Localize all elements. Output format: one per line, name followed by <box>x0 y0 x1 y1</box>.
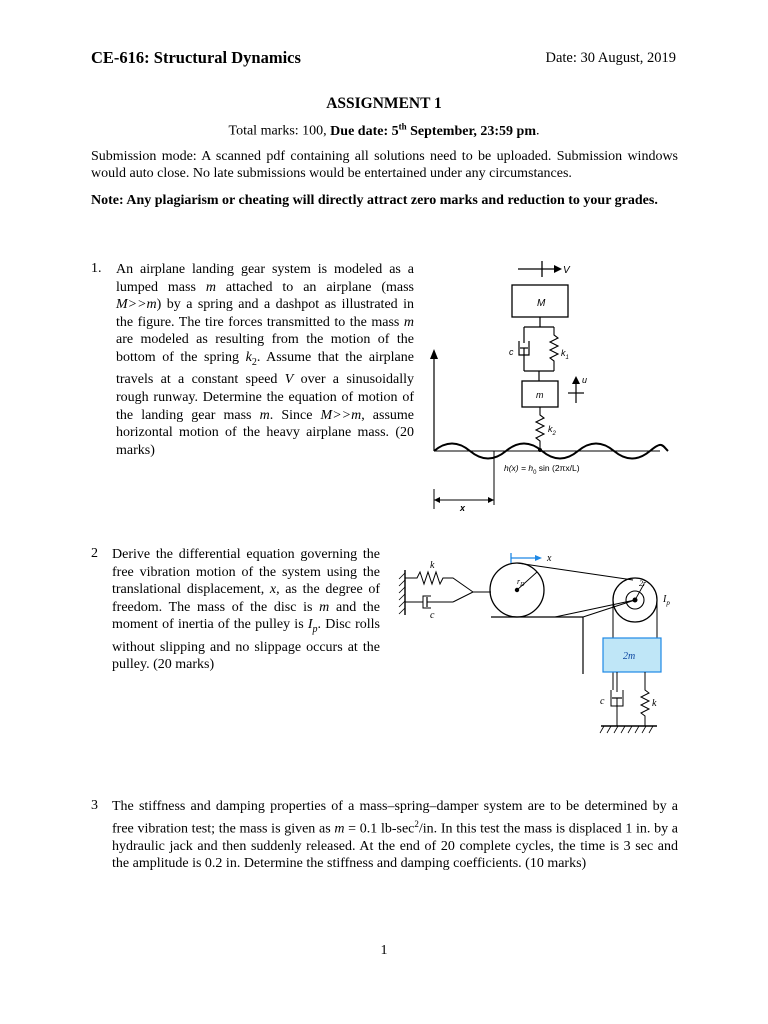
spring-k-bottom <box>641 672 649 726</box>
question-2-text: Derive the differential equation governing the free vibration motion of the system using the translational displacement, x, as the degree of freedom. The mass of the disc is m and the moment of inertia of the pulley is $I_p$. Disc rolls without slipping and no slippage occurs at the pulley. (20 marks) <box>112 547 380 673</box>
course-title: CE-616: Structural Dynamics <box>91 48 301 67</box>
velocity-label: V <box>563 265 570 276</box>
disc-pulley-figure <box>395 540 675 755</box>
damper-c-bottom-label: c <box>600 696 605 707</box>
page-number: 1 <box>380 943 388 958</box>
marks-due-line: Total marks: 100, Due date: 5th September, 23:59 pm. <box>228 121 540 139</box>
gear-mass-label: m <box>536 390 544 400</box>
spring-k2-label: $k_2$ <box>548 424 556 437</box>
spring-k-top-label: k <box>430 560 435 571</box>
question-1-number: 1. <box>91 261 102 276</box>
spring-k1 <box>550 327 558 371</box>
damper-c-top-label: c <box>430 610 435 621</box>
spring-k-top <box>405 572 473 592</box>
landing-gear-figure <box>420 255 685 517</box>
x-arrow-label: x <box>547 553 552 564</box>
pulley-radius-label: 2r <box>639 579 647 588</box>
question-3-number: 3 <box>91 798 98 813</box>
spring-k1-label: $k_1$ <box>561 348 569 361</box>
due-date: Due date: 5th September, 23:59 pm <box>330 121 536 139</box>
plagiarism-note: Note: Any plagiarism or cheating will directly attract zero marks and reduction to your grades. <box>91 193 658 208</box>
airplane-mass-label: M <box>537 298 546 309</box>
runway-profile-label: $h(x) = h_0$ sin (2πx/L) <box>504 463 580 476</box>
spring-k2 <box>536 407 544 449</box>
question-3-text: The stiffness and damping properties of a mass–spring–damper system are to be determined by a free vibration test; the mass is given as m = 0.1 $lb-\sec^2/in$. In this test the mass is displaced 1 in. by a hydraulic jack and then suddenly released. At the end of 20 complete cycles, the time is 3 sec and the amplitude is 0.2 in. Determine the stiffness and damping coefficients. (10 marks) <box>112 799 679 872</box>
question-2-number: 2 <box>91 546 98 561</box>
pulley-inertia-label: $I_p$ <box>663 594 670 607</box>
x-dimension-label: x <box>460 503 466 513</box>
assignment-date: Date: 30 August, 2019 <box>545 50 676 66</box>
submission-instructions: Submission mode: A scanned pdf containing all solutions need to be uploaded. Submission windows would auto close. No late submissions would be entertained under any circumstances. <box>91 149 678 181</box>
spring-k-bottom-label: k <box>652 698 657 709</box>
question-1-text: An airplane landing gear system is modeled as a lumped mass m attached to an airplane (mass M>>m) by a spring and a dashpot as illustrated in the figure. The tire forces transmitted to the mass m are modeled as resulting from the motion of the bottom of the spring $k_2$. Assume that the airplane travels at a constant speed V over a sinusoidally rough runway. Determine the equation of motion of the landing gear mass m. Since M>>m, assume horizontal motion of the heavy airplane mass. (20 marks) <box>116 262 415 458</box>
mass-2m-label: 2m <box>623 651 636 662</box>
displacement-u-label: u <box>582 375 588 385</box>
assignment-title: ASSIGNMENT 1 <box>326 95 442 112</box>
total-marks: Total marks: 100, <box>228 123 331 139</box>
disc-radius-label: $r_D$ <box>517 577 525 588</box>
dashpot-label: c <box>509 347 514 357</box>
